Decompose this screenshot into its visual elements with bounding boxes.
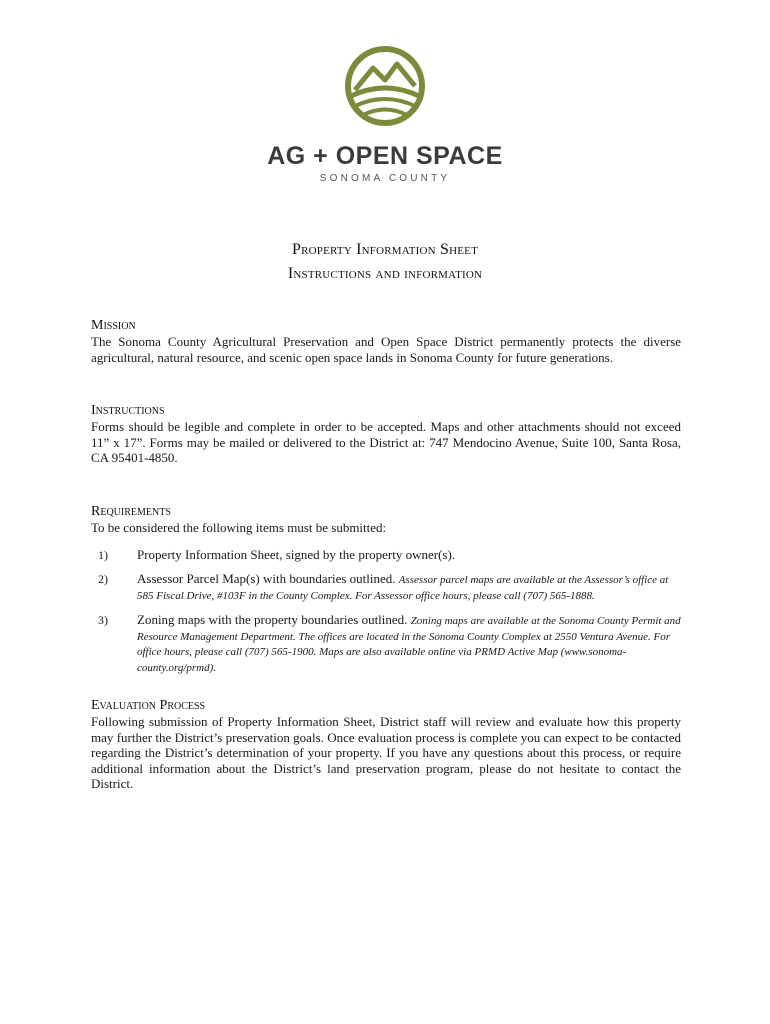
document-title-line1: Property Information Sheet <box>291 241 478 258</box>
requirements-heading: Requirements <box>91 504 171 519</box>
requirements-intro: To be considered the following items must be submitted: <box>91 520 387 535</box>
evaluation-heading: Evaluation Process <box>91 698 206 713</box>
requirements-list <box>91 548 681 676</box>
list-item <box>91 572 681 603</box>
mission-heading: Mission <box>91 318 136 333</box>
logo <box>0 44 770 184</box>
list-item-text: Zoning maps with the property boundaries outlined. <box>137 612 411 627</box>
document-title-line2: Instructions and information <box>287 265 483 282</box>
list-item-text: Assessor Parcel Map(s) with boundaries outlined. <box>137 571 399 586</box>
list-item-number: 3) <box>98 613 108 627</box>
list-item <box>91 613 681 675</box>
mission-section <box>91 317 681 365</box>
list-item-note: Zoning maps are available at the Sonoma County Permit and Resource Management Department. The offices are located in the Sonoma County Complex at 2550 Ventura Avenue. For office hours, please call (707) 565-1900. Maps are also available online via PRMD Active Map (www.sonoma-county.org/prmd). <box>137 615 681 674</box>
list-item-note: Assessor parcel maps are available at the Assessor’s office at 585 Fiscal Drive, #103F in the County Complex. For Assessor office hours, please call (707) 565-1888. <box>137 574 669 602</box>
requirements-section <box>91 503 681 685</box>
instructions-text: Forms should be legible and complete in order to be accepted. Maps and other attachments should not exceed 11” x 17”. Forms may be mailed or delivered to the District at: 747 Mendocino Avenue, Suite 100, Santa Rosa, CA 95401-4850. <box>91 419 681 465</box>
list-item-number: 2) <box>98 572 108 586</box>
list-item-text: Property Information Sheet, signed by the property owner(s). <box>137 546 456 562</box>
evaluation-section <box>91 697 681 792</box>
instructions-section <box>91 402 681 466</box>
list-item-number: 1) <box>98 547 108 562</box>
document-title <box>0 238 770 286</box>
mission-text: The Sonoma County Agricultural Preservation and Open Space District permanently protects the diverse agricultural, natural resource, and scenic open space lands in Sonoma County for future generations. <box>91 334 681 365</box>
hills-circle-logo-icon <box>343 44 427 128</box>
evaluation-text: Following submission of Property Information Sheet, District staff will review and evaluate how this property may further the District’s preservation goals. Once evaluation process is complete you can expect to be contacted regarding the District’s determination of your property. If you have any questions about this process, or require additional information about the District’s land preservation program, please do not hesitate to contact the District. <box>91 714 681 791</box>
instructions-heading: Instructions <box>91 403 165 418</box>
logo-subtitle: SONOMA COUNTY <box>319 173 451 184</box>
list-item <box>91 548 681 563</box>
logo-title: AG + OPEN SPACE <box>267 142 503 170</box>
